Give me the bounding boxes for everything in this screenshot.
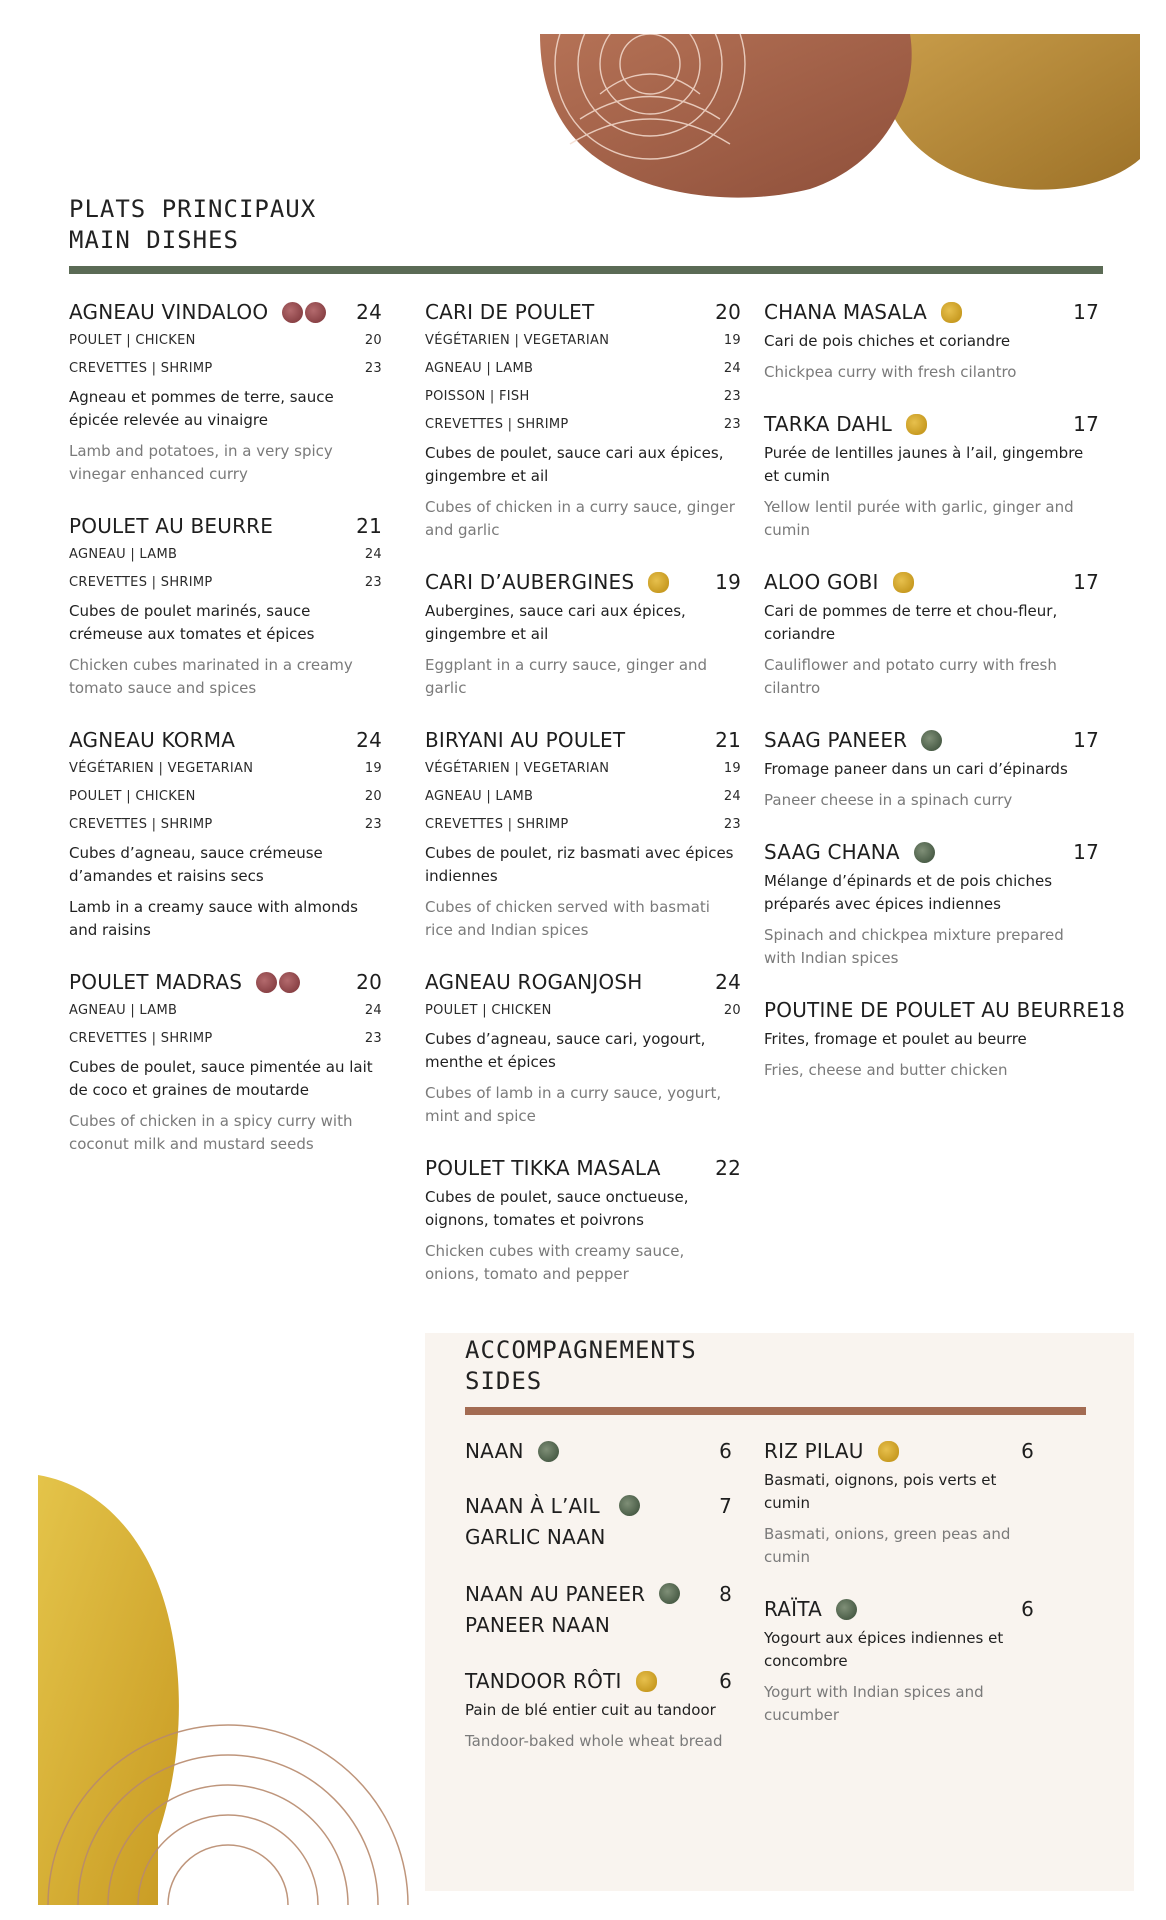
description-english: Spinach and chickpea mixture prepared with Indian spices — [764, 926, 1064, 967]
vegan-icon — [921, 730, 942, 751]
variant-label: VÉGÉTARIEN | VEGETARIAN — [425, 332, 610, 348]
menu-item-header — [465, 1491, 732, 1553]
menu-item — [764, 298, 1099, 384]
description-french: Agneau et pommes de terre, sauce épicée relevée au vinaigre — [69, 388, 334, 429]
variant-label: CREVETTES | SHRIMP — [69, 574, 213, 590]
menu-item-price: 20 — [356, 970, 382, 994]
menu-item-header — [764, 996, 1126, 1024]
menu-item-price: 17 — [1073, 728, 1099, 752]
menu-item-name: NAAN AU PANEER PANEER NAAN — [465, 1582, 646, 1637]
menu-item-header — [465, 1437, 732, 1465]
description-french: Cari de pommes de terre et chou-fleur, coriandre — [764, 602, 1058, 643]
menu-column-3 — [764, 298, 1126, 1108]
menu-item-price: 8 — [719, 1582, 732, 1606]
variant-price: 20 — [723, 1002, 741, 1018]
description-french: Cubes d’agneau, sauce cari, yogourt, menthe et épices — [425, 1030, 706, 1071]
sides-column-2 — [764, 1437, 1034, 1753]
variant-label: CREVETTES | SHRIMP — [69, 816, 213, 832]
spicy-icon — [305, 302, 326, 323]
description-french: Basmati, oignons, pois verts et cumin — [764, 1471, 997, 1512]
vegetarian-icon — [941, 302, 962, 323]
vegetarian-icon — [893, 572, 914, 593]
menu-item-header — [465, 1579, 732, 1641]
menu-column-2 — [425, 298, 741, 1312]
vegan-icon — [836, 1599, 857, 1620]
variant-label: POULET | CHICKEN — [69, 332, 196, 348]
menu-item-header — [425, 726, 741, 754]
variant-label: AGNEAU | LAMB — [425, 788, 534, 804]
variant-row — [69, 354, 382, 382]
variant-price: 23 — [723, 816, 741, 832]
variant-label: AGNEAU | LAMB — [425, 360, 534, 376]
menu-item-header — [425, 568, 741, 596]
description-french: Pain de blé entier cuit au tandoor — [465, 1701, 716, 1719]
menu-item-price: 18 — [1099, 998, 1126, 1022]
dietary-icons — [256, 972, 300, 993]
variant-price: 23 — [723, 416, 741, 432]
menu-item-name: POUTINE DE POULET AU BEURRE — [764, 998, 1100, 1022]
menu-item-price: 22 — [715, 1156, 741, 1180]
menu-item — [69, 298, 382, 486]
variant-label: AGNEAU | LAMB — [69, 546, 178, 562]
menu-item-name: AGNEAU KORMA — [69, 728, 236, 752]
menu-item-name: NAAN À L’AIL GARLIC NAAN — [465, 1494, 606, 1549]
menu-item-name: CARI D’AUBERGINES — [425, 570, 635, 594]
description-english: Lamb in a creamy sauce with almonds and raisins — [69, 898, 358, 939]
menu-item — [69, 968, 382, 1156]
variant-price: 24 — [723, 360, 741, 376]
variant-label: POULET | CHICKEN — [425, 1002, 552, 1018]
menu-item-price: 17 — [1073, 300, 1099, 324]
menu-item-name: NAAN — [465, 1439, 524, 1463]
menu-item-name: CHANA MASALA — [764, 300, 928, 324]
menu-item-name: POULET TIKKA MASALA — [425, 1156, 661, 1180]
description-french: Cubes de poulet, sauce onctueuse, oignons, tomates et poivrons — [425, 1188, 689, 1229]
menu-item-name: AGNEAU ROGANJOSH — [425, 970, 643, 994]
menu-column-1 — [69, 298, 382, 1182]
description-french: Aubergines, sauce cari aux épices, gingembre et ail — [425, 602, 686, 643]
description-english: Basmati, onions, green peas and cumin — [764, 1525, 1011, 1566]
decor-watercolor-bottom — [38, 1475, 423, 1905]
variant-price: 20 — [364, 332, 382, 348]
dietary-icons — [893, 572, 914, 593]
dietary-icons — [282, 302, 326, 323]
menu-item — [425, 726, 741, 942]
description-french: Purée de lentilles jaunes à l’ail, gingembre et cumin — [764, 444, 1084, 485]
description-french: Cubes de poulet marinés, sauce crémeuse aux tomates et épices — [69, 602, 315, 643]
menu-item-price: 17 — [1073, 840, 1099, 864]
menu-item-price: 6 — [719, 1669, 732, 1693]
variant-label: AGNEAU | LAMB — [69, 1002, 178, 1018]
menu-item — [764, 996, 1126, 1082]
variant-row — [425, 354, 741, 382]
vegetarian-icon — [648, 572, 669, 593]
menu-item — [425, 1154, 741, 1286]
menu-item — [764, 410, 1099, 542]
menu-item — [764, 726, 1099, 812]
variant-label: POULET | CHICKEN — [69, 788, 196, 804]
dietary-icons — [941, 302, 962, 323]
section-divider-sides — [465, 1407, 1086, 1415]
description-english: Yellow lentil purée with garlic, ginger and cumin — [764, 498, 1074, 539]
variant-label: CREVETTES | SHRIMP — [425, 416, 569, 432]
menu-item-name: RIZ PILAU — [764, 1439, 864, 1463]
variant-price: 19 — [723, 332, 741, 348]
variant-row — [69, 540, 382, 568]
menu-item-header — [425, 1154, 741, 1182]
spicy-icon — [256, 972, 277, 993]
variant-row — [69, 326, 382, 354]
variant-row — [69, 996, 382, 1024]
dietary-icons — [659, 1583, 680, 1604]
variant-row — [425, 996, 741, 1024]
dietary-icons — [878, 1441, 899, 1462]
variant-price: 24 — [364, 546, 382, 562]
menu-item-price: 6 — [1021, 1439, 1034, 1463]
menu-item-header — [465, 1667, 732, 1695]
menu-item-price: 24 — [356, 728, 382, 752]
description-english: Eggplant in a curry sauce, ginger and garlic — [425, 656, 708, 697]
description-english: Tandoor-baked whole wheat bread — [465, 1732, 723, 1750]
menu-item-header — [764, 838, 1099, 866]
description-english: Cubes of lamb in a curry sauce, yogurt, mint and spice — [425, 1084, 722, 1125]
variant-row — [69, 568, 382, 596]
menu-item-name: TANDOOR RÔTI — [465, 1669, 622, 1693]
menu-item — [764, 1437, 1034, 1569]
variant-row — [425, 754, 741, 782]
vegan-icon — [659, 1583, 680, 1604]
menu-item-header — [764, 726, 1099, 754]
description-english: Chicken cubes marinated in a creamy tomato sauce and spices — [69, 656, 353, 697]
description-french: Cubes de poulet, sauce cari aux épices, gingembre et ail — [425, 444, 724, 485]
variant-price: 24 — [723, 788, 741, 804]
description-french: Frites, fromage et poulet au beurre — [764, 1030, 1027, 1048]
dietary-icons — [648, 572, 669, 593]
menu-item — [69, 512, 382, 700]
description-english: Lamb and potatoes, in a very spicy vinegar enhanced curry — [69, 442, 333, 483]
variant-price: 23 — [723, 388, 741, 404]
menu-item-header — [764, 298, 1099, 326]
menu-item-header — [69, 512, 382, 540]
variant-row — [425, 326, 741, 354]
menu-item-header — [764, 568, 1099, 596]
menu-item — [465, 1579, 732, 1641]
variant-price: 19 — [364, 760, 382, 776]
vegan-icon — [914, 842, 935, 863]
menu-item-price: 6 — [719, 1439, 732, 1463]
variant-label: POISSON | FISH — [425, 388, 530, 404]
section-divider-main — [69, 266, 1103, 274]
variant-price: 24 — [364, 1002, 382, 1018]
description-french: Fromage paneer dans un cari d’épinards — [764, 760, 1068, 778]
spicy-icon — [279, 972, 300, 993]
menu-item-header — [764, 410, 1099, 438]
sides-column-1 — [465, 1437, 732, 1779]
dietary-icons — [619, 1495, 640, 1516]
vegetarian-icon — [906, 414, 927, 435]
menu-item-price: 19 — [715, 570, 741, 594]
menu-item-name: TARKA DAHL — [764, 412, 892, 436]
variant-label: CREVETTES | SHRIMP — [69, 1030, 213, 1046]
menu-item — [465, 1667, 732, 1753]
description-english: Cubes of chicken in a curry sauce, ginger and garlic — [425, 498, 735, 539]
variant-row — [69, 782, 382, 810]
dietary-icons — [538, 1441, 559, 1462]
menu-item-price: 17 — [1073, 570, 1099, 594]
menu-item — [465, 1491, 732, 1553]
dietary-icons — [906, 414, 927, 435]
variant-price: 23 — [364, 816, 382, 832]
menu-item-header — [425, 298, 741, 326]
menu-item — [764, 838, 1099, 970]
variant-price: 23 — [364, 1030, 382, 1046]
menu-item-name: RAÏTA — [764, 1597, 823, 1621]
dietary-icons — [836, 1599, 857, 1620]
menu-item-header — [69, 298, 382, 326]
menu-item — [465, 1437, 732, 1465]
variant-row — [425, 382, 741, 410]
description-english: Paneer cheese in a spinach curry — [764, 791, 1013, 809]
variant-price: 19 — [723, 760, 741, 776]
description-french: Cubes de poulet, sauce pimentée au lait de coco et graines de moutarde — [69, 1058, 373, 1099]
description-english: Chickpea curry with fresh cilantro — [764, 363, 1017, 381]
dietary-icons — [636, 1671, 657, 1692]
description-english: Fries, cheese and butter chicken — [764, 1061, 1008, 1079]
menu-item-name: BIRYANI AU POULET — [425, 728, 626, 752]
description-french: Cari de pois chiches et coriandre — [764, 332, 1011, 350]
variant-price: 20 — [364, 788, 382, 804]
description-french: Cubes de poulet, riz basmati avec épices indiennes — [425, 844, 734, 885]
variant-row — [69, 754, 382, 782]
variant-label: VÉGÉTARIEN | VEGETARIAN — [69, 760, 254, 776]
menu-item — [764, 568, 1099, 700]
dietary-icons — [914, 842, 935, 863]
spicy-icon — [282, 302, 303, 323]
menu-item-name: CARI DE POULET — [425, 300, 595, 324]
vegan-icon — [619, 1495, 640, 1516]
menu-item-price: 20 — [715, 300, 741, 324]
menu-item-header — [764, 1595, 1034, 1623]
decor-watercolor-top — [540, 34, 1140, 204]
variant-row — [425, 782, 741, 810]
menu-item-name: SAAG PANEER — [764, 728, 908, 752]
section-title-sides: ACCOMPAGNEMENTS SIDES — [465, 1336, 697, 1395]
menu-item-price: 17 — [1073, 412, 1099, 436]
menu-item-price: 7 — [719, 1494, 732, 1518]
menu-item — [425, 968, 741, 1128]
variant-label: CREVETTES | SHRIMP — [69, 360, 213, 376]
description-french: Yogourt aux épices indiennes et concombre — [764, 1629, 1004, 1670]
menu-item-price: 24 — [356, 300, 382, 324]
menu-item-header — [764, 1437, 1034, 1465]
variant-row — [425, 410, 741, 438]
description-english: Chicken cubes with creamy sauce, onions, tomato and pepper — [425, 1242, 685, 1283]
variant-row — [69, 810, 382, 838]
description-english: Cubes of chicken in a spicy curry with coconut milk and mustard seeds — [69, 1112, 353, 1153]
section-title-main: PLATS PRINCIPAUX MAIN DISHES — [69, 195, 317, 254]
menu-item-price: 24 — [715, 970, 741, 994]
menu-item-name: AGNEAU VINDALOO — [69, 300, 269, 324]
variant-label: CREVETTES | SHRIMP — [425, 816, 569, 832]
variant-price: 23 — [364, 360, 382, 376]
menu-item-price: 21 — [356, 514, 382, 538]
menu-item — [764, 1595, 1034, 1727]
vegetarian-icon — [878, 1441, 899, 1462]
menu-item-header — [69, 726, 382, 754]
menu-item-name: POULET MADRAS — [69, 970, 243, 994]
variant-row — [425, 810, 741, 838]
description-english: Yogurt with Indian spices and cucumber — [764, 1683, 984, 1724]
menu-item-price: 21 — [715, 728, 741, 752]
menu-item-name: POULET AU BEURRE — [69, 514, 274, 538]
variant-row — [69, 1024, 382, 1052]
menu-item-price: 6 — [1021, 1597, 1034, 1621]
description-english: Cubes of chicken served with basmati rice and Indian spices — [425, 898, 710, 939]
vegan-icon — [538, 1441, 559, 1462]
description-french: Mélange d’épinards et de pois chiches préparés avec épices indiennes — [764, 872, 1053, 913]
menu-item-header — [425, 968, 741, 996]
menu-item-name: SAAG CHANA — [764, 840, 900, 864]
variant-price: 23 — [364, 574, 382, 590]
menu-item-header — [69, 968, 382, 996]
dietary-icons — [921, 730, 942, 751]
menu-item — [425, 568, 741, 700]
menu-item — [69, 726, 382, 942]
vegetarian-icon — [636, 1671, 657, 1692]
variant-label: VÉGÉTARIEN | VEGETARIAN — [425, 760, 610, 776]
menu-item — [425, 298, 741, 542]
description-french: Cubes d’agneau, sauce crémeuse d’amandes et raisins secs — [69, 844, 323, 885]
menu-item-name: ALOO GOBI — [764, 570, 879, 594]
description-english: Cauliflower and potato curry with fresh cilantro — [764, 656, 1057, 697]
